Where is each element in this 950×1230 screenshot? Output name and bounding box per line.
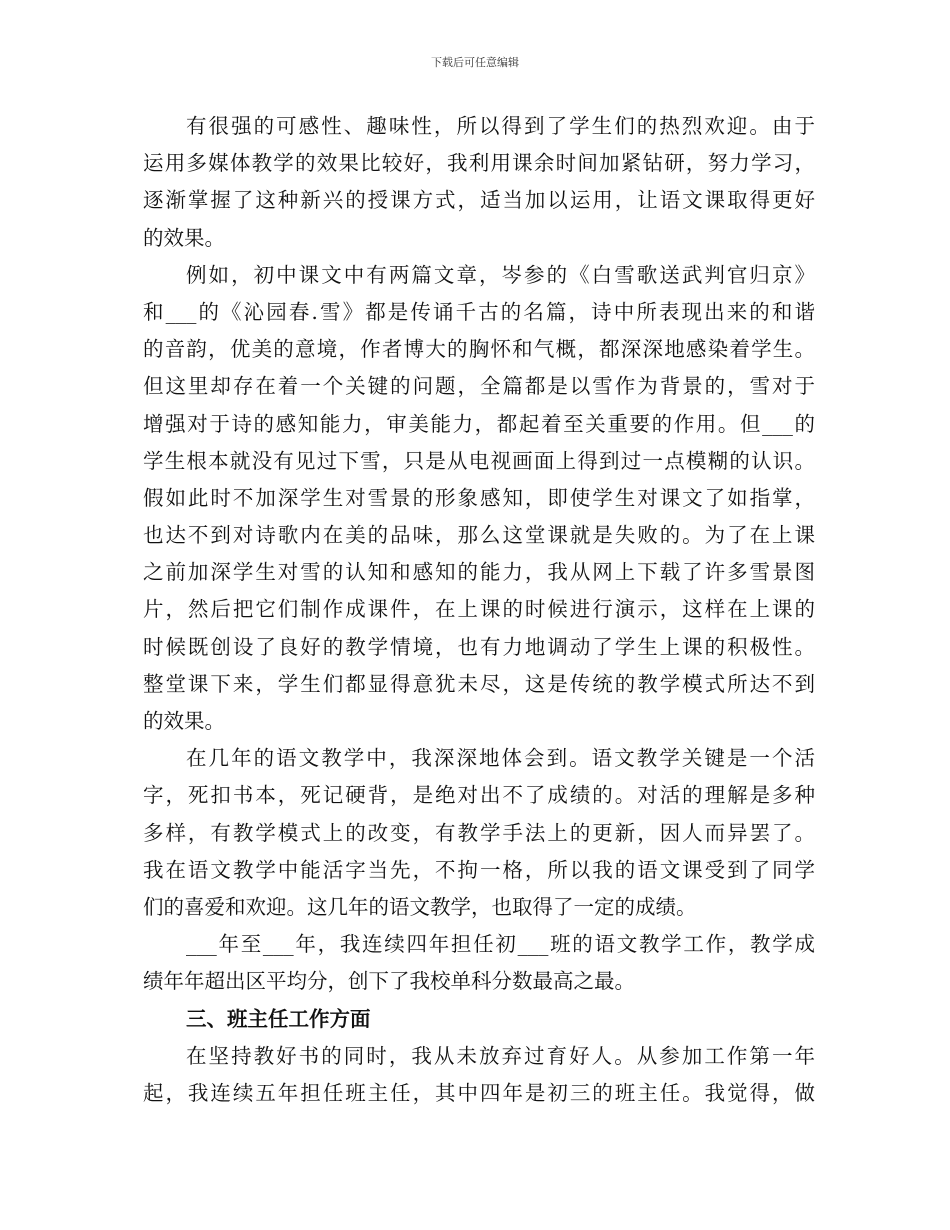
text-line: 的音韵，优美的意境，作者博大的胸怀和气概，都深深地感染着学生。 — [143, 337, 815, 362]
text-line: 片，然后把它们制作成课件，在上课的时候进行演示，这样在上课的 — [143, 597, 815, 622]
text-line: 逐渐掌握了这种新兴的授课方式，适当加以运用，让语文课取得更好 — [143, 188, 815, 213]
text-line: 之前加深学生对雪的认知和感知的能力，我从网上下载了许多雪景图 — [143, 560, 815, 585]
text-line: 的效果。 — [143, 225, 225, 250]
section-heading: 三、班主任工作方面 — [186, 1006, 371, 1031]
page-header: 下载后可任意编辑 — [431, 56, 519, 69]
text-line: 整堂课下来，学生们都显得意犹未尽，这是传统的教学模式所达不到 — [143, 671, 815, 696]
text-line: 增强对于诗的感知能力，审美能力，都起着至关重要的作用。但___的 — [143, 411, 815, 436]
text-line: 我在语文教学中能活字当先，不拘一格，所以我的语文课受到了同学 — [143, 857, 815, 882]
text-line: 在坚持教好书的同时，我从未放弃过育好人。从参加工作第一年 — [186, 1043, 815, 1068]
text-line: 也达不到对诗歌内在美的品味，那么这堂课就是失败的。为了在上课 — [143, 523, 815, 548]
text-line: 起，我连续五年担任班主任，其中四年是初三的班主任。我觉得，做 — [143, 1080, 815, 1105]
text-line: 们的喜爱和欢迎。这几年的语文教学，也取得了一定的成绩。 — [143, 894, 697, 919]
text-line: 时候既创设了良好的教学情境，也有力地调动了学生上课的积极性。 — [143, 634, 815, 659]
text-line: 但这里却存在着一个关键的问题，全篇都是以雪作为背景的，雪对于 — [143, 374, 815, 399]
text-line: 字，死扣书本，死记硬背，是绝对出不了成绩的。对活的理解是多种 — [143, 783, 815, 808]
text-line: 假如此时不加深学生对雪景的形象感知，即使学生对课文了如指掌， — [143, 485, 815, 510]
text-line: 学生根本就没有见过下雪，只是从电视画面上得到过一点模糊的认识。 — [143, 448, 815, 473]
text-line: 例如，初中课文中有两篇文章，岑参的《白雪歌送武判官归京》 — [186, 262, 815, 287]
text-line: 多样，有教学模式上的改变，有教学手法上的更新，因人而异罢了。 — [143, 820, 815, 845]
text-line: 绩年年超出区平均分，创下了我校单科分数最高之最。 — [143, 969, 635, 994]
text-line: 的效果。 — [143, 709, 225, 733]
text-line: 运用多媒体教学的效果比较好，我利用课余时间加紧钻研，努力学习， — [143, 151, 815, 176]
text-line: 和___的《沁园春.雪》都是传诵千古的名篇，诗中所表现出来的和谐 — [143, 299, 815, 324]
document-body — [143, 108, 815, 1112]
text-line: 有很强的可感性、趣味性，所以得到了学生们的热烈欢迎。由于 — [186, 114, 815, 138]
text-line: 在几年的语文教学中，我深深地体会到。语文教学关键是一个活 — [186, 746, 815, 771]
text-line: ___年至___年，我连续四年担任初___班的语文教学工作，教学成 — [186, 932, 815, 957]
